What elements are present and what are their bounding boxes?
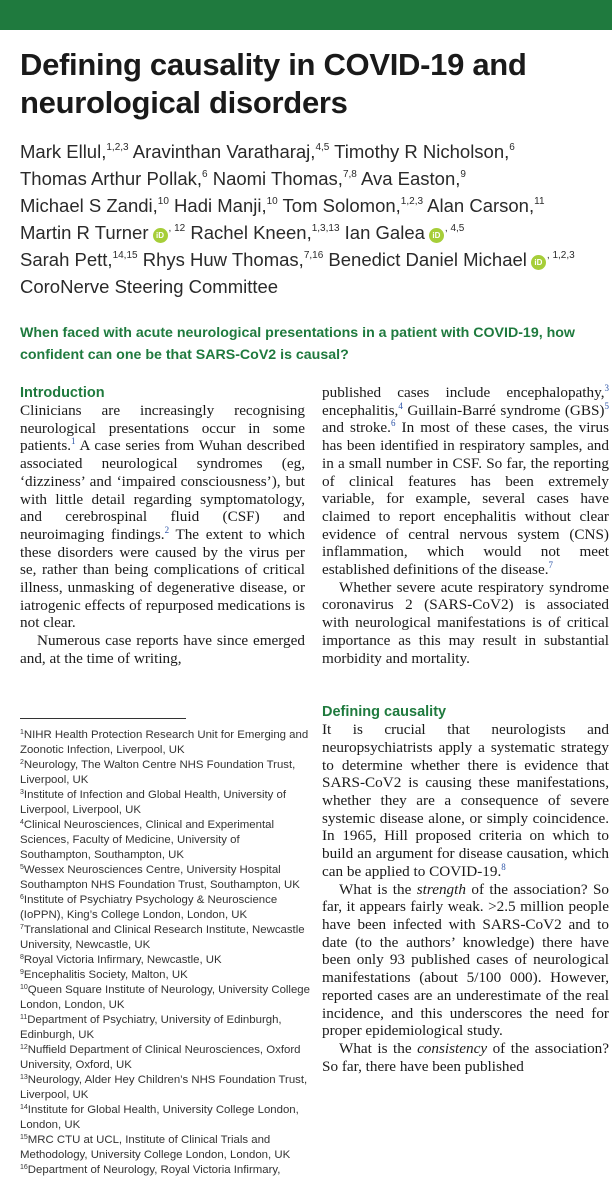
reference-link: 1 (71, 436, 76, 447)
body-paragraph (20, 632, 305, 667)
section-spacer (322, 667, 609, 703)
body-text: and stroke. (322, 419, 391, 437)
author-name: CoroNerve Steering Committee (20, 276, 279, 297)
author-name: Thomas Arthur Pollak, (20, 168, 202, 189)
section-heading: Defining causality (322, 704, 447, 721)
affiliation-text: Queen Square Institute of Neurology, University College London, London, UK (20, 984, 310, 1011)
body-text: Clinicians are increasingly recognising neurological presentations occur in some patients. (20, 402, 305, 455)
body-text: published cases include encephalopathy, (322, 384, 605, 401)
affiliation-number: 11 (20, 1014, 28, 1021)
author-name: Tom Solomon, (277, 195, 401, 216)
affiliation-text: Institute of Psychiatry Psychology & Neuroscience (IoPPN), King’s College London, London, UK (20, 894, 278, 921)
body-text: of the association? So far, it appears fairly weak. >2.5 million people have been infected with SARS-CoV2 and to date (to the authors’ knowledge) there have been only 93 published cases of neurological manifestations (about 5/100 000). However, reported cases are an underestimate of the real incidence, and this underscores the need for proper epidemiological study. (322, 880, 609, 1040)
affiliation-item (20, 728, 310, 758)
body-text: In most of these cases, the virus has been identified in respiratory samples, and in a small number in CSF. So far, the reporting of clinical features has been extremely variable, for example, several cases have claimed to report encephalitis without clear evidence of central nervous system (CNS) inflammation, which would not meet established definitions of the disease. (322, 419, 609, 579)
author-affiliation-ref: , 1,2,3 (546, 250, 575, 261)
affiliation-number: 16 (20, 1164, 28, 1171)
author-name: Sarah Pett, (20, 249, 113, 270)
affiliation-item (20, 788, 310, 818)
affiliations-divider (20, 718, 186, 719)
affiliation-number: 13 (20, 1074, 28, 1081)
affiliation-item (20, 1013, 310, 1043)
body-text: Numerous case reports have since emerged and, at the time of writing, (20, 632, 305, 667)
affiliation-item (20, 1103, 310, 1133)
affiliation-item (20, 923, 310, 953)
body-paragraph (322, 721, 609, 880)
affiliation-number: 3 (20, 789, 24, 796)
reference-link: 7 (548, 560, 553, 571)
author-affiliation-ref: 1,2,3 (400, 196, 424, 207)
affiliation-number: 12 (20, 1044, 28, 1051)
reference-link: 3 (604, 383, 609, 393)
affiliation-number: 5 (20, 864, 24, 871)
affiliation-text: NIHR Health Protection Research Unit for Emerging and Zoonotic Infection, Liverpool, UK (20, 729, 309, 756)
author-name: Martin R Turner (20, 222, 149, 243)
left-column (20, 384, 305, 668)
body-text: What is the (339, 1039, 418, 1057)
author-name: Timothy R Nicholson, (329, 141, 510, 162)
affiliation-item (20, 863, 310, 893)
affiliation-text: Neurology, Alder Hey Children’s NHS Foundation Trust, Liverpool, UK (20, 1074, 308, 1101)
affiliation-text: Royal Victoria Infirmary, Newcastle, UK (23, 954, 222, 966)
affiliation-number: 6 (20, 894, 24, 901)
reference-link: 8 (501, 861, 506, 872)
affiliation-item (20, 953, 310, 968)
author-affiliation-ref: 6 (509, 142, 515, 153)
author-affiliation-ref: 9 (460, 169, 466, 180)
affiliation-item (20, 818, 310, 863)
orcid-icon: iD (429, 228, 444, 243)
emphasis-text: strength (416, 880, 466, 898)
author-line (20, 138, 605, 165)
reference-link: 4 (398, 400, 403, 411)
body-text: of the association? So far, there have been published (322, 1039, 609, 1075)
section-heading: Introduction (20, 385, 105, 401)
author-line (20, 273, 605, 300)
affiliation-text: Neurology, The Walton Centre NHS Foundation Trust, Liverpool, UK (20, 759, 296, 786)
affiliation-item (20, 1073, 310, 1103)
body-paragraph (322, 384, 609, 579)
author-affiliation-ref: 10 (157, 196, 169, 207)
article-title: Defining causality in COVID-19 and neurological disorders (20, 47, 527, 120)
author-affiliation-ref: 1,3,13 (311, 223, 340, 234)
author-affiliation-ref: , 12 (168, 223, 186, 234)
affiliation-number: 2 (20, 759, 24, 766)
affiliation-text: Institute for Global Health, University College London, London, UK (20, 1104, 299, 1131)
author-name: Rachel Kneen, (185, 222, 312, 243)
affiliation-text: Wessex Neurosciences Centre, University Hospital Southampton NHS Foundation Trust, Southampton, UK (20, 864, 300, 891)
author-line (20, 192, 605, 219)
author-name: Ava Easton, (356, 168, 461, 189)
author-name: Mark Ellul, (20, 141, 107, 162)
author-affiliation-ref: 14,15 (112, 250, 138, 261)
affiliation-number: 8 (20, 954, 24, 961)
affiliation-text: Clinical Neurosciences, Clinical and Experimental Sciences, Faculty of Medicine, University of Southampton, Southampton, UK (20, 819, 274, 861)
body-paragraph (20, 402, 305, 632)
author-affiliation-ref: 7,8 (342, 169, 357, 180)
right-column (322, 384, 609, 1075)
author-name: Rhys Huw Thomas, (137, 249, 304, 270)
author-line (20, 219, 605, 246)
affiliation-text: Department of Neurology, Royal Victoria Infirmary, (27, 1164, 281, 1176)
body-text: encephalitis, (322, 401, 399, 419)
author-name: Michael S Zandi, (20, 195, 158, 216)
body-text: It is crucial that neurologists and neuropsychiatrists apply a systematic strategy to determine whether there is evidence that SARS-CoV2 is causing these manifestations, whether they are a consequence of severe systemic disease alone, or simply coincidence. In 1965, Hill proposed criteria on which to build an argument for disease causation, which can be applied to COVID-19. (322, 721, 609, 880)
affiliations (20, 728, 310, 1178)
body-paragraph (322, 881, 609, 1040)
affiliation-number: 10 (20, 984, 28, 991)
affiliation-text: Translational and Clinical Research Institute, Newcastle University, Newcastle, UK (20, 924, 305, 951)
author-affiliation-ref: 1,2,3 (106, 142, 129, 153)
affiliation-number: 15 (20, 1134, 28, 1141)
body-text: A case series from Wuhan described associated neurological syndromes (eg, ‘dizziness’ and ‘impaired consciousness’), but with little detail regarding symptomatology, and cerebrospinal fluid (CSF) and neuroimaging findings. (20, 437, 305, 543)
orcid-icon: iD (153, 228, 168, 243)
body-text: What is the (339, 880, 417, 898)
body-paragraph (322, 1040, 609, 1075)
affiliation-item (20, 893, 310, 923)
author-affiliation-ref: 6 (202, 169, 208, 180)
author-line (20, 165, 605, 192)
affiliation-number: 4 (20, 819, 24, 826)
author-affiliation-ref: , 4,5 (444, 223, 465, 234)
author-name: Ian Galea (339, 222, 425, 243)
affiliation-text: Nuffield Department of Clinical Neurosciences, Oxford University, Oxford, UK (20, 1044, 301, 1071)
affiliation-number: 1 (20, 729, 24, 736)
emphasis-text: consistency (417, 1039, 488, 1057)
author-name: Aravinthan Varatharaj, (128, 141, 316, 162)
author-line (20, 246, 605, 273)
body-text: Whether severe acute respiratory syndrome coronavirus 2 (SARS-CoV2) is associated with neurological manifestations is of critical importance as this may result in substantial morbidity and mortality. (322, 578, 609, 667)
author-name: Benedict Daniel Michael (323, 249, 527, 270)
affiliation-text: Encephalitis Society, Malton, UK (23, 969, 188, 981)
author-name: Naomi Thomas, (207, 168, 343, 189)
affiliation-text: Institute of Infection and Global Health, University of Liverpool, Liverpool, UK (20, 789, 287, 816)
affiliation-number: 7 (20, 924, 24, 931)
author-affiliation-ref: 10 (266, 196, 278, 207)
body-paragraph (322, 579, 609, 668)
author-name: Hadi Manji, (168, 195, 267, 216)
author-affiliation-ref: 4,5 (315, 142, 330, 153)
author-name: Alan Carson, (423, 195, 535, 216)
reference-link: 5 (604, 400, 609, 411)
author-affiliation-ref: 7,16 (303, 250, 324, 261)
author-list (20, 138, 605, 300)
affiliation-text: MRC CTU at UCL, Institute of Clinical Trials and Methodology, University College London, London, UK (20, 1134, 291, 1161)
author-affiliation-ref: 11 (534, 196, 545, 207)
reference-link: 2 (164, 524, 170, 535)
affiliation-item (20, 968, 310, 983)
affiliation-text: Department of Psychiatry, University of Edinburgh, Edinburgh, UK (20, 1014, 282, 1041)
standfirst: When faced with acute neurological presentations in a patient with COVID-19, how confident can one be that SARS-CoV2 is causal? (20, 325, 575, 363)
affiliation-item (20, 1163, 310, 1178)
body-text: Guillain-Barré syndrome (GBS) (402, 401, 605, 419)
orcid-icon: iD (531, 255, 546, 270)
reference-link: 6 (390, 418, 396, 429)
journal-header-bar (0, 0, 612, 30)
affiliation-item (20, 1133, 310, 1163)
affiliation-number: 14 (20, 1104, 28, 1111)
affiliation-item (20, 1043, 310, 1073)
affiliation-item (20, 983, 310, 1013)
body-text: The extent to which these disorders were caused by the virus per se, rather than being complications of critical illness, unmasking of degenerative disease, or iatrogenic effects of repurposed medications is not clear. (20, 525, 306, 632)
affiliation-number: 9 (20, 969, 24, 976)
affiliation-item (20, 758, 310, 788)
